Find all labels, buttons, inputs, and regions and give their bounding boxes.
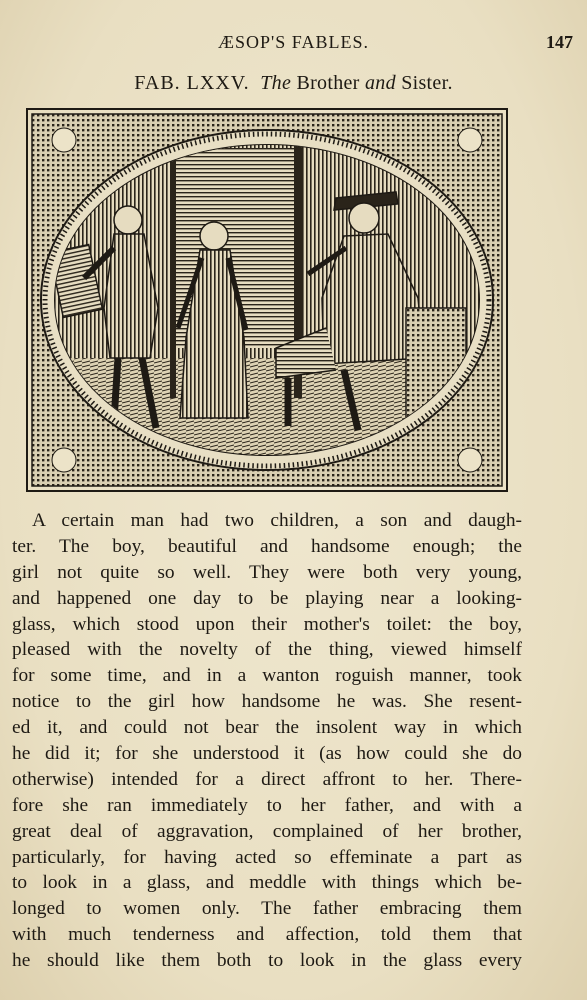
text-line: ter. The boy, beautiful and handsome enough; the (12, 535, 522, 557)
title-and: and (364, 72, 396, 94)
corner-ornament (458, 448, 482, 472)
text-line: glass, which stood upon their mother's toilet: the boy, (12, 613, 522, 635)
text-line: for some time, and in a wanton roguish manner, took (12, 665, 522, 687)
text-line: he should like them both to look in the glass every (12, 950, 522, 972)
fable-number: FAB. LXXV. (134, 72, 250, 94)
text-line: otherwise) intended for a direct affront to her. There- (12, 768, 522, 790)
text-line: longed to women only. The father embracing them (12, 898, 522, 920)
text-line: great deal of aggravation, complained of her brother, (12, 820, 522, 842)
running-title: ÆSOP'S FABLES. (218, 32, 369, 52)
running-head (0, 30, 587, 58)
text-line: he did it; for she understood it (as how could she do (12, 743, 522, 765)
text-line: pleased with the novelty of the thing, viewed himself (12, 639, 522, 661)
woodcut-illustration (26, 108, 508, 492)
title-brother: Brother (296, 72, 360, 94)
text-line: particularly, for having acted so effeminate a part as (12, 846, 522, 868)
text-line: to look in a glass, and meddle with things which be- (12, 872, 522, 894)
fable-heading (0, 72, 587, 95)
corner-ornament (52, 448, 76, 472)
text-line: ed it, and could not bear the insolent way in which (12, 717, 522, 739)
text-line: girl not quite so well. They were both very young, (12, 561, 522, 583)
corner-ornament (52, 128, 76, 152)
text-line: and happened one day to be playing near a looking- (12, 587, 522, 609)
text-line: A certain man had two children, a son and daugh- (32, 510, 522, 531)
title-the: The (260, 72, 292, 94)
title-sister: Sister. (401, 72, 453, 94)
text-line: notice to the girl how handsome he was. She resent- (12, 691, 522, 713)
page-number: 147 (546, 32, 573, 52)
text-line: fore she ran immediately to her father, and with a (12, 794, 522, 816)
corner-ornament (458, 128, 482, 152)
text-line: with much tenderness and affection, told them that (12, 924, 522, 946)
fable-body-text (12, 508, 522, 974)
